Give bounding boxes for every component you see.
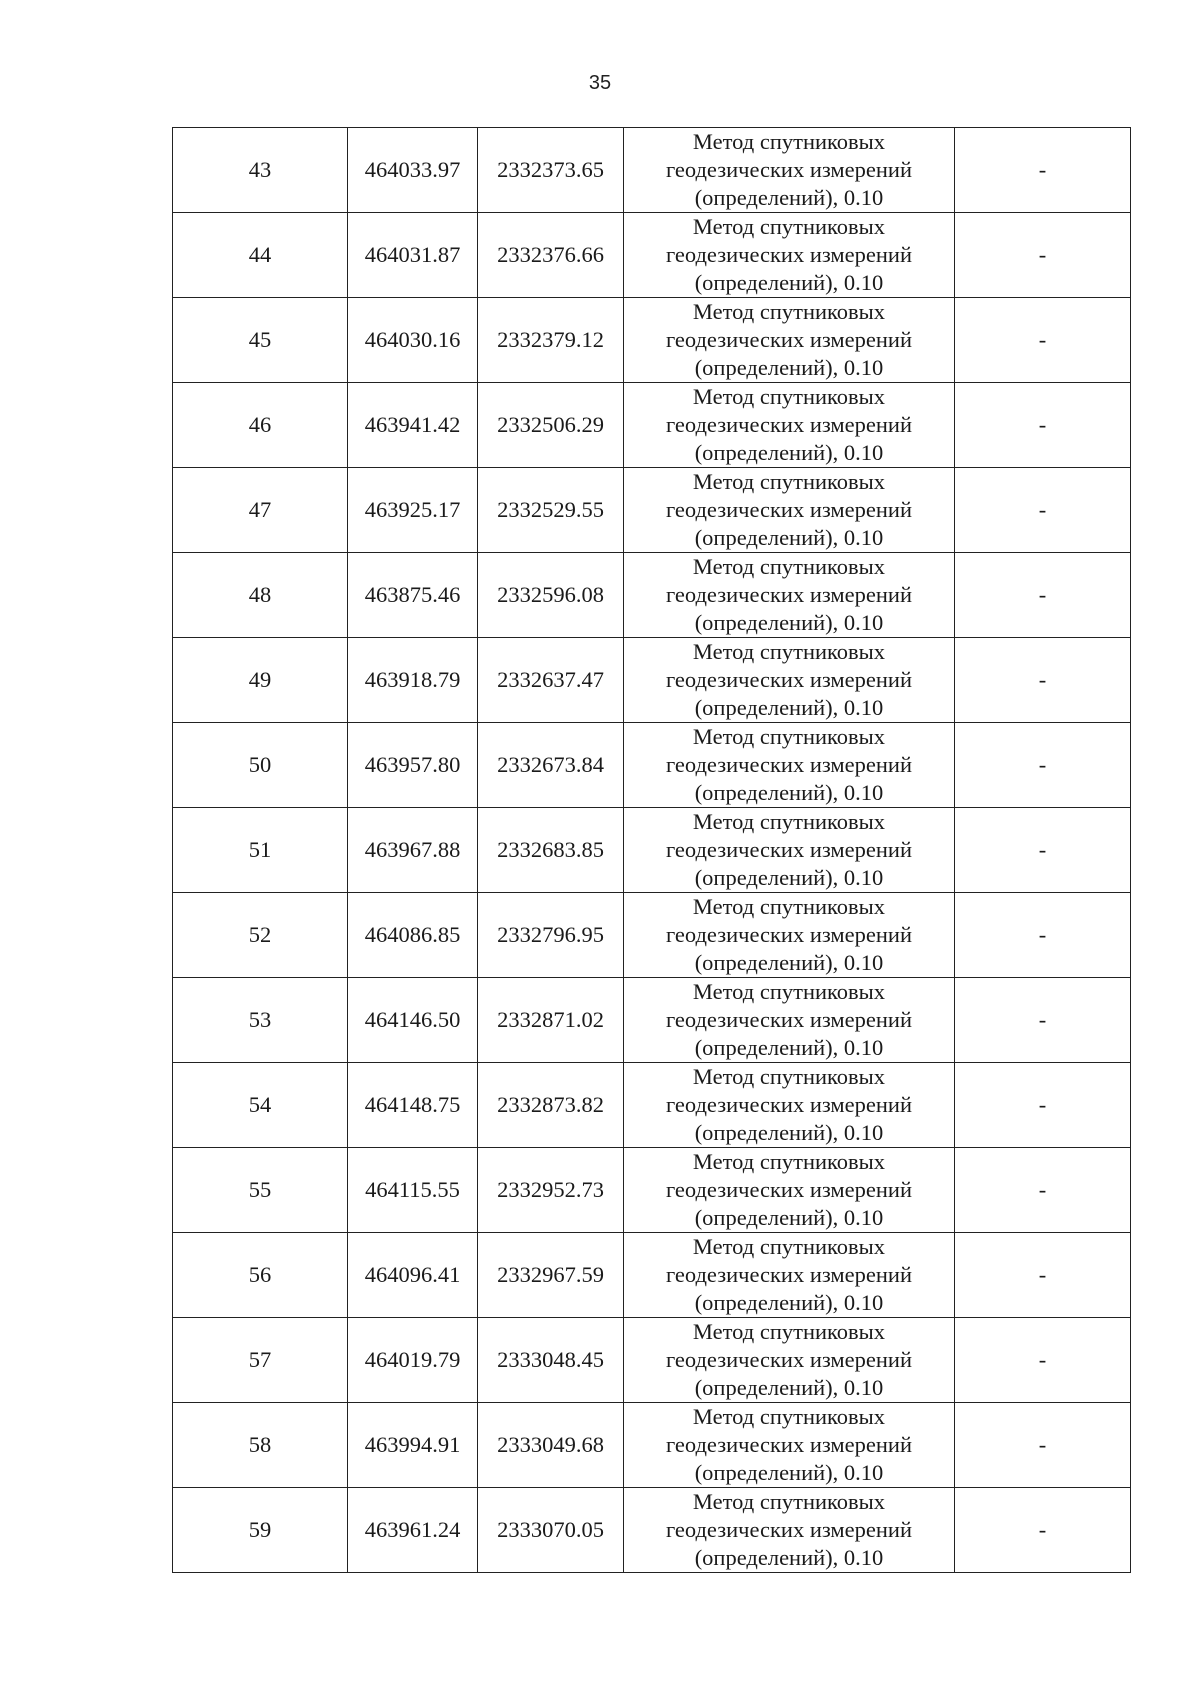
method-cell [624,638,955,723]
y-coordinate-cell: 2332637.47 [478,638,624,723]
method-text-line: Метод спутниковых [692,1234,886,1259]
method-text-line: (определений), 0.10 [694,610,884,635]
description-cell: - [955,638,1131,723]
x-coordinate-cell: 464115.55 [348,1148,478,1233]
y-coordinate-cell: 2332873.82 [478,1063,624,1148]
table-row [173,383,1131,468]
method-cell [624,553,955,638]
method-text-line: (определений), 0.10 [694,270,884,295]
point-number-cell: 56 [173,1233,348,1318]
point-number-cell: 44 [173,213,348,298]
y-coordinate-cell: 2332796.95 [478,893,624,978]
description-cell: - [955,808,1131,893]
x-coordinate-cell: 463875.46 [348,553,478,638]
point-number-cell: 52 [173,893,348,978]
description-cell: - [955,1148,1131,1233]
point-number-cell: 58 [173,1403,348,1488]
table-row [173,1063,1131,1148]
y-coordinate-cell: 2332379.12 [478,298,624,383]
description-cell: - [955,553,1131,638]
method-text-line: (определений), 0.10 [694,865,884,890]
method-cell [624,1318,955,1403]
description-cell: - [955,1318,1131,1403]
method-text-line: геодезических измерений [665,752,913,777]
x-coordinate-cell: 463918.79 [348,638,478,723]
y-coordinate-cell: 2332506.29 [478,383,624,468]
method-text-line: геодезических измерений [665,1347,913,1372]
x-coordinate-cell: 464031.87 [348,213,478,298]
x-coordinate-cell: 464033.97 [348,128,478,213]
coordinates-table [172,127,1131,1573]
x-coordinate-cell: 463957.80 [348,723,478,808]
point-number-cell: 46 [173,383,348,468]
table-row [173,978,1131,1063]
method-text-line: (определений), 0.10 [694,1545,884,1570]
point-number-cell: 47 [173,468,348,553]
method-cell [624,1403,955,1488]
description-cell: - [955,1233,1131,1318]
method-text-line: Метод спутниковых [692,1319,886,1344]
method-text-line: (определений), 0.10 [694,950,884,975]
table-row [173,1233,1131,1318]
method-text-line: геодезических измерений [665,1432,913,1457]
y-coordinate-cell: 2332871.02 [478,978,624,1063]
method-text-line: геодезических измерений [665,922,913,947]
method-text-line: Метод спутниковых [692,554,886,579]
table-row [173,213,1131,298]
table-row [173,468,1131,553]
table-row [173,298,1131,383]
page-number: 35 [588,72,612,94]
method-text-line: Метод спутниковых [692,724,886,749]
method-text-line: геодезических измерений [665,582,913,607]
method-cell [624,468,955,553]
method-text-line: Метод спутниковых [692,894,886,919]
method-text-line: (определений), 0.10 [694,1290,884,1315]
table-row [173,1403,1131,1488]
method-text-line: Метод спутниковых [692,1404,886,1429]
table-row [173,128,1131,213]
method-text-line: геодезических измерений [665,497,913,522]
table-row [173,723,1131,808]
method-text-line: (определений), 0.10 [694,1205,884,1230]
method-text-line: геодезических измерений [665,1517,913,1542]
method-text-line: Метод спутниковых [692,214,886,239]
y-coordinate-cell: 2332529.55 [478,468,624,553]
method-cell [624,1488,955,1573]
point-number-cell: 55 [173,1148,348,1233]
table-row [173,1488,1131,1573]
y-coordinate-cell: 2333070.05 [478,1488,624,1573]
method-text-line: Метод спутниковых [692,1489,886,1514]
method-text-line: (определений), 0.10 [694,355,884,380]
x-coordinate-cell: 463994.91 [348,1403,478,1488]
table-row [173,553,1131,638]
table-row [173,1318,1131,1403]
description-cell: - [955,298,1131,383]
x-coordinate-cell: 463961.24 [348,1488,478,1573]
method-cell [624,1148,955,1233]
method-text-line: Метод спутниковых [692,639,886,664]
method-cell [624,383,955,468]
table-row [173,1148,1131,1233]
y-coordinate-cell: 2332376.66 [478,213,624,298]
description-cell: - [955,1063,1131,1148]
method-cell [624,893,955,978]
method-text-line: геодезических измерений [665,837,913,862]
method-text-line: Метод спутниковых [692,129,886,154]
method-text-line: Метод спутниковых [692,299,886,324]
method-cell [624,213,955,298]
description-cell: - [955,128,1131,213]
method-text-line: (определений), 0.10 [694,185,884,210]
method-text-line: геодезических измерений [665,157,913,182]
method-cell [624,723,955,808]
point-number-cell: 51 [173,808,348,893]
method-text-line: геодезических измерений [665,412,913,437]
y-coordinate-cell: 2332967.59 [478,1233,624,1318]
method-text-line: геодезических измерений [665,327,913,352]
method-text-line: (определений), 0.10 [694,1375,884,1400]
method-text-line: геодезических измерений [665,667,913,692]
description-cell: - [955,1403,1131,1488]
y-coordinate-cell: 2333048.45 [478,1318,624,1403]
x-coordinate-cell: 464096.41 [348,1233,478,1318]
method-text-line: Метод спутниковых [692,979,886,1004]
method-text-line: Метод спутниковых [692,1149,886,1174]
method-text-line: (определений), 0.10 [694,695,884,720]
description-cell: - [955,1488,1131,1573]
method-text-line: (определений), 0.10 [694,1035,884,1060]
point-number-cell: 50 [173,723,348,808]
table-row [173,638,1131,723]
y-coordinate-cell: 2332373.65 [478,128,624,213]
point-number-cell: 49 [173,638,348,723]
method-text-line: (определений), 0.10 [694,1460,884,1485]
method-text-line: (определений), 0.10 [694,525,884,550]
method-text-line: геодезических измерений [665,1092,913,1117]
x-coordinate-cell: 464148.75 [348,1063,478,1148]
table-row [173,808,1131,893]
description-cell: - [955,893,1131,978]
method-cell [624,808,955,893]
method-cell [624,1233,955,1318]
description-cell: - [955,978,1131,1063]
y-coordinate-cell: 2332596.08 [478,553,624,638]
x-coordinate-cell: 464030.16 [348,298,478,383]
description-cell: - [955,383,1131,468]
method-text-line: (определений), 0.10 [694,780,884,805]
method-text-line: (определений), 0.10 [694,1120,884,1145]
x-coordinate-cell: 464146.50 [348,978,478,1063]
method-cell [624,1063,955,1148]
y-coordinate-cell: 2332683.85 [478,808,624,893]
coordinates-table-body [173,128,1131,1573]
description-cell: - [955,723,1131,808]
method-cell [624,298,955,383]
point-number-cell: 59 [173,1488,348,1573]
point-number-cell: 48 [173,553,348,638]
method-text-line: Метод спутниковых [692,384,886,409]
x-coordinate-cell: 464019.79 [348,1318,478,1403]
method-text-line: геодезических измерений [665,1007,913,1032]
point-number-cell: 54 [173,1063,348,1148]
method-text-line: Метод спутниковых [692,809,886,834]
description-cell: - [955,213,1131,298]
y-coordinate-cell: 2332952.73 [478,1148,624,1233]
method-text-line: Метод спутниковых [692,1064,886,1089]
point-number-cell: 53 [173,978,348,1063]
method-cell [624,978,955,1063]
table-row [173,893,1131,978]
method-text-line: геодезических измерений [665,1177,913,1202]
y-coordinate-cell: 2333049.68 [478,1403,624,1488]
x-coordinate-cell: 463941.42 [348,383,478,468]
x-coordinate-cell: 463925.17 [348,468,478,553]
method-text-line: геодезических измерений [665,242,913,267]
x-coordinate-cell: 463967.88 [348,808,478,893]
method-cell [624,128,955,213]
description-cell: - [955,468,1131,553]
point-number-cell: 45 [173,298,348,383]
point-number-cell: 43 [173,128,348,213]
x-coordinate-cell: 464086.85 [348,893,478,978]
method-text-line: геодезических измерений [665,1262,913,1287]
method-text-line: (определений), 0.10 [694,440,884,465]
method-text-line: Метод спутниковых [692,469,886,494]
y-coordinate-cell: 2332673.84 [478,723,624,808]
point-number-cell: 57 [173,1318,348,1403]
